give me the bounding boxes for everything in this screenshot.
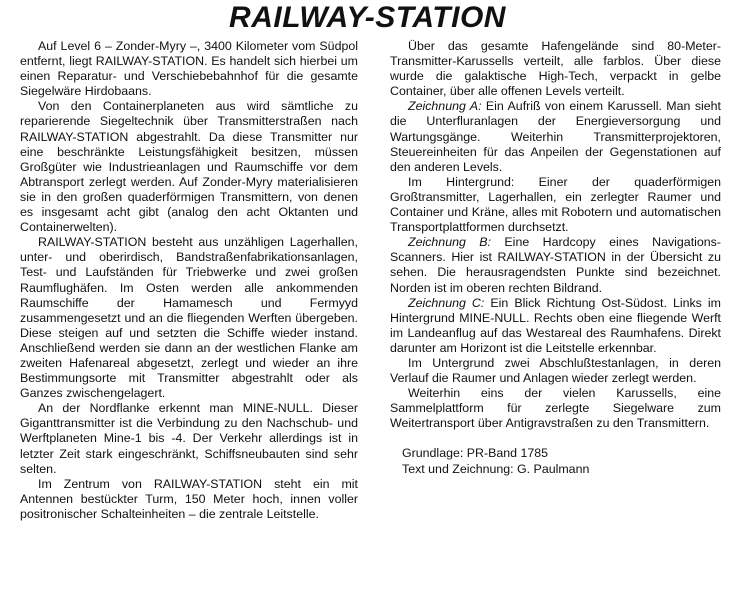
paragraph-text: Im Untergrund zwei Abschlußtestanlagen, in deren Verlauf die Raumer und Anlagen wieder zerlegt werden. xyxy=(390,355,721,386)
paragraph-text: Im Hintergrund: Einer der quaderförmigen Großtransmitter, Lagerhallen, ein zerlegter Raumer und Container und Kräne, alles mit Robotern und automatischen Transportplattformen durchsetzt. xyxy=(390,174,721,235)
paragraph-control-tower: Im Zentrum von RAILWAY-STATION steht ein mit Antennen bestückter Turm, 150 Meter hoch, innen voller positronischer Schalteinheiten – die zentrale Leitstelle. xyxy=(20,476,358,521)
paragraph-text: Weiterhin eins der vielen Karussells, eine Sammelplattform für zerlegte Siegelware zum Weitertransport über Antigravstraßen zu den Transmittern. xyxy=(390,386,721,431)
paragraph-text: Über das gesamte Hafengelände sind 80-Meter-Transmitter-Karussells verteilt, alle farblos. Über diese wurde die galaktische High-Tech, verpackt in gelbe Container, über alle offenen Levels verteilt. xyxy=(390,39,721,99)
left-column xyxy=(20,39,358,522)
drawing-c-label: Zeichnung C: xyxy=(408,295,485,310)
paragraph-intro: Auf Level 6 – Zonder-Myry –, 3400 Kilometer vom Südpol entfernt, liegt RAILWAY-STATION. Es handelt sich hierbei um einen Reparatur- und Verschiebebahnhof für die gesamte Siegelwäre Hirdobaans. xyxy=(20,39,358,99)
drawing-b-text: Eine Hardcopy eines Navigations-Scanners. Hier ist RAILWAY-STATION in der Übersicht zu sehen. Die herausragendsten Punkte sind bezeichnet. Norden ist im oberen rechten Bildrand. xyxy=(390,235,722,295)
drawing-a-label: Zeichnung A: xyxy=(408,99,482,114)
credits xyxy=(390,446,721,477)
paragraph-drawing-a xyxy=(390,99,721,174)
paragraph-station-structure: RAILWAY-STATION besteht aus unzähligen Lagerhallen, unter- und oberirdisch, Bandstraßenfabrikationsanlagen, Test- und Laufständen für Triebwerke und zwei großen Raumflughäfen. Im Osten werden alle ankommenden Raumschiffe der Hamamesch und Fermyyd zusammengesetzt und an die fliegenden Werften übergeben. Diese steigen auf und setzten die Schiffe wieder instand. Anschließend werden sie dann an der westlichen Flanke am zweiten Hafenareal abgesetzt, zerlegt und wieder an ihre Bestimmungsorte mit Transmitter abgestrahlt oder als Ganzes zwischengelagert. xyxy=(20,235,358,401)
credits-author: Text und Zeichnung: G. Paulmann xyxy=(402,461,590,476)
right-column xyxy=(390,39,721,477)
drawing-c-text: Ein Blick Richtung Ost-Südost. Links im Hintergrund MINE-NULL. Rechts oben eine fliegende Werft im Landeanflug auf das Westareal des Raumhafens. Direkt darunter am Horizont ist die Leitstelle erkennbar. xyxy=(390,295,721,355)
paragraph-mine-null: An der Nordflanke erkennt man MINE-NULL. Dieser Giganttransmitter ist die Verbindung zu den Nachschub- und Werftplaneten Mine-1 bis -4. Der Verkehr allerdings ist in letzter Zeit stark eingeschränkt, Schiffsneubauten sind sehr selten. xyxy=(20,401,358,476)
drawing-a-text: Ein Aufriß von einem Karussell. Man sieht die Unterfluranlagen der Energieversorgung und Wartungsgänge. Weiterhin Transmitterprojektoren, Steuereinheiten für das Anpeilen der Gegenstationen auf den anderen Levels. xyxy=(390,99,721,174)
paragraph-background xyxy=(390,175,721,235)
paragraph-collection-platform xyxy=(390,386,721,431)
paragraph-drawing-c xyxy=(390,296,721,356)
paragraph-drawing-b xyxy=(390,235,721,295)
credits-basis: Grundlage: PR-Band 1785 xyxy=(402,446,549,461)
article-title: RAILWAY-STATION xyxy=(229,1,506,34)
paragraph-underground xyxy=(390,356,721,386)
drawing-b-label: Zeichnung B: xyxy=(408,235,491,250)
paragraph-transmitter: Von den Containerplaneten aus wird sämtliche zu reparierende Siegeltechnik über Transmitterstraßen nach RAILWAY-STATION abgestrahlt. Da diese Transmitter nur eine beschränkte Leistungsfähigkeit besitzen, müssen Großgüter wie Industrieanlagen und Raumschiffe vor dem Abtransport zerlegt werden. Auf Zonder-Myry materialisieren sie in den großen quaderförmigen Transmittern, von denen es insgesamt acht gibt (analog den acht Oktanten und Containerwelten). xyxy=(20,99,358,235)
paragraph-karussells xyxy=(390,39,721,99)
